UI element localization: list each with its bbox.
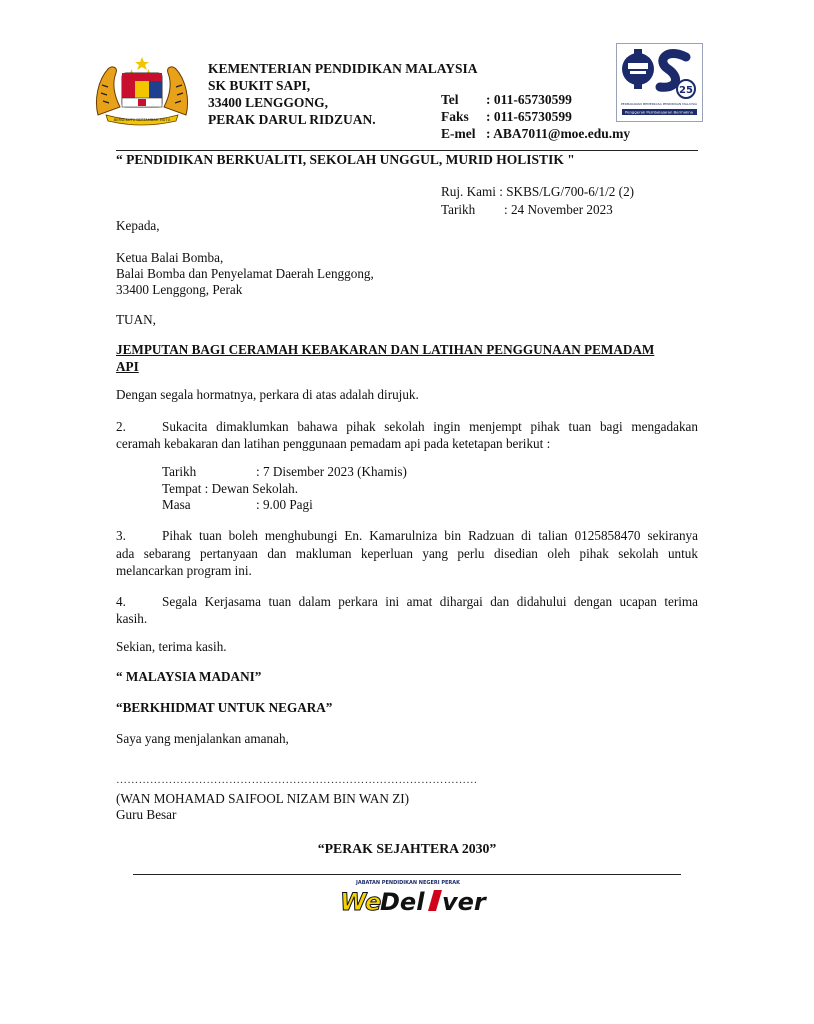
- closing-remark: Sekian, terima kasih.: [116, 639, 227, 654]
- we-deliver-word-ver: ver: [442, 888, 486, 916]
- signature-line: ……………………………………………………………………………………: [116, 774, 478, 786]
- tel-label: Tel: [441, 92, 459, 107]
- subject-line-2: API: [116, 359, 139, 374]
- signatory: [116, 791, 409, 823]
- state-line: PERAK DARUL RIDZUAN.: [208, 112, 376, 127]
- slogan-perak-sejahtera: “PERAK SEJAHTERA 2030”: [317, 841, 497, 856]
- ministry-name: KEMENTERIAN PENDIDIKAN MALAYSIA: [208, 61, 478, 76]
- letterhead: [208, 60, 478, 128]
- ts25-logo: [616, 43, 703, 122]
- signatory-title: Guru Besar: [116, 807, 177, 822]
- ts25-caption-1: PERMAKANAN MEMERKASA PENDIDIKAN MALAYSIA: [620, 102, 698, 106]
- email-value: : ABA7011@moe.edu.my: [486, 126, 631, 141]
- event-date-label: Tarikh: [162, 464, 197, 479]
- greeting: TUAN,: [116, 312, 156, 327]
- email-label: E-mel: [441, 126, 476, 141]
- contact-values: [486, 91, 630, 142]
- malaysia-coat-of-arms-logo: [92, 55, 192, 125]
- ts25-caption-2: Penggerak Pembelajaran Bermakna: [625, 109, 693, 115]
- paragraph-3-line-2: ada sebarang pertanyaan dan makluman keperluan yang perlu disedian oleh pihak sekolah untuk: [116, 545, 698, 561]
- paragraph-3-line-1: Pihak tuan boleh menghubungi En. Kamarulniza bin Radzuan di talian 0125858470 sekiranya: [162, 528, 698, 543]
- slogan-berkhidmat: “BERKHIDMAT UNTUK NEGARA”: [116, 700, 333, 715]
- we-deliver-slash-icon: [428, 890, 442, 911]
- subject-line-1: JEMPUTAN BAGI CERAMAH KEBAKARAN DAN LATIHAN PENGGUNAAN PEMADAM: [116, 342, 655, 357]
- we-deliver-word-we: We: [340, 888, 382, 916]
- fax-value: : 011-65730599: [486, 109, 572, 124]
- paragraph-2-line-2: ceramah kebakaran dan latihan penggunaan pemadam api pada ketetapan berikut :: [116, 436, 551, 451]
- paragraph-2-line-1: Sukacita dimaklumkan bahawa pihak sekolah ingin menjempt pihak tuan bagi mengadakan: [162, 419, 698, 434]
- paragraph-1: Dengan segala hormatnya, perkara di atas adalah dirujuk.: [116, 387, 419, 402]
- address-line: 33400 LENGGONG,: [208, 95, 329, 110]
- paragraph-2: [116, 418, 698, 452]
- ref-value: : SKBS/LG/700-6/1/2 (2): [499, 184, 635, 199]
- reference-block: [441, 183, 634, 219]
- paragraph-4-number: 4.: [116, 594, 126, 609]
- recipient-address: [116, 250, 374, 298]
- letter-subject: [116, 341, 698, 375]
- ref-label: Ruj. Kami: [441, 184, 496, 199]
- footer-divider: [133, 874, 681, 875]
- date-label: Tarikh: [441, 202, 476, 217]
- event-date-value: : 7 Disember 2023 (Khamis): [256, 464, 407, 479]
- paragraph-4-line-1: Segala Kerjasama tuan dalam perkara ini amat dihargai dan didahului dengan ucapan terima: [162, 594, 698, 609]
- date-value: : 24 November 2023: [504, 202, 613, 217]
- paragraph-3-number: 3.: [116, 528, 126, 543]
- signoff-amanah: Saya yang menjalankan amanah,: [116, 731, 289, 746]
- recipient-line-1: Ketua Balai Bomba,: [116, 250, 224, 265]
- paragraph-3: [116, 527, 698, 580]
- school-motto: “ PENDIDIKAN BERKUALITI, SEKOLAH UNGGUL, MURID HOLISTIK ": [116, 152, 575, 167]
- we-deliver-word-del: Del: [380, 888, 425, 916]
- paragraph-4-line-2: kasih.: [116, 611, 148, 626]
- event-details: [162, 464, 407, 514]
- ts25-number: 25: [679, 85, 693, 96]
- fax-label: Faks: [441, 109, 469, 124]
- recipient-line-3: 33400 Lenggong, Perak: [116, 282, 243, 297]
- event-time-value: : 9.00 Pagi: [256, 497, 313, 512]
- paragraph-4: [116, 593, 698, 627]
- crest-motto: BERSEKUTU BERTAMBAH MUTU: [113, 118, 171, 122]
- event-place: Tempat : Dewan Sekolah.: [162, 480, 299, 496]
- header-divider: [116, 150, 698, 151]
- school-name: SK BUKIT SAPI,: [208, 78, 311, 93]
- recipient-salutation: Kepada,: [116, 218, 160, 233]
- we-deliver-logo: [338, 878, 486, 916]
- paragraph-2-number: 2.: [116, 419, 126, 434]
- event-time-label: Masa: [162, 497, 191, 512]
- signatory-name: (WAN MOHAMAD SAIFOOL NIZAM BIN WAN ZI): [116, 791, 410, 806]
- tel-value: : 011-65730599: [486, 92, 572, 107]
- recipient-line-2: Balai Bomba dan Penyelamat Daerah Lenggong,: [116, 266, 374, 281]
- we-deliver-caption: JABATAN PENDIDIKAN NEGERI PERAK: [355, 880, 461, 886]
- paragraph-3-line-3: melancarkan program ini.: [116, 563, 252, 578]
- slogan-malaysia-madani: “ MALAYSIA MADANI”: [116, 669, 262, 684]
